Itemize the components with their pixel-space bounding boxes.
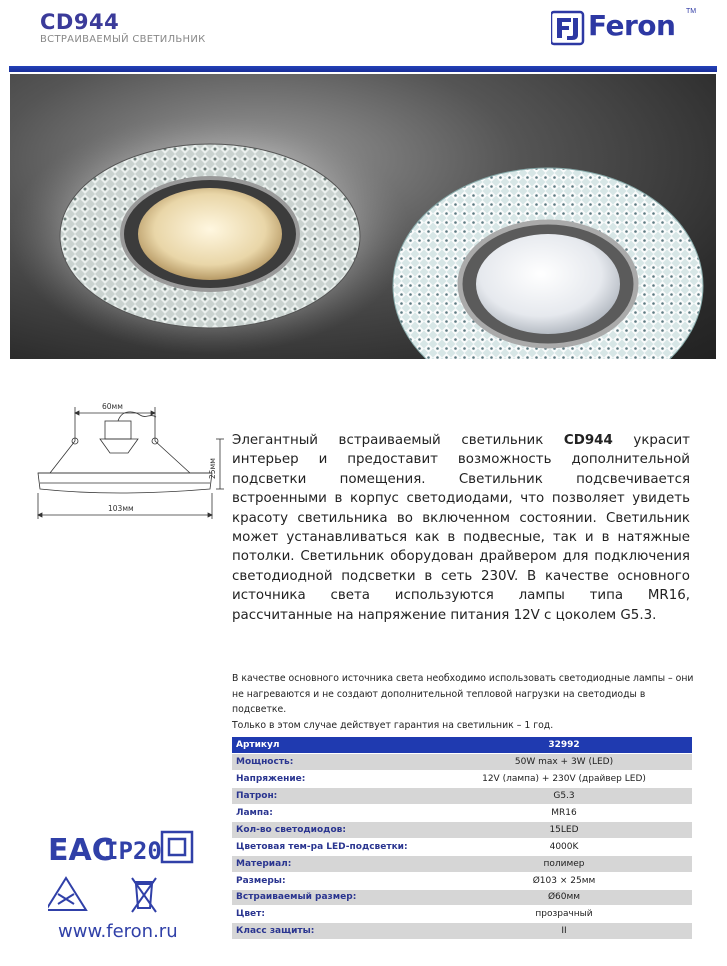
spec-row [232, 855, 692, 872]
dim-top-label: 60мм [102, 402, 123, 411]
product-description [232, 431, 690, 625]
dim-height-label: 25мм [208, 458, 217, 479]
description-model: CD944 [563, 433, 613, 448]
spec-row [232, 872, 692, 889]
spec-row [232, 923, 692, 940]
spec-value: 50W max + 3W (LED) [432, 754, 692, 771]
spec-label: Цвет: [232, 906, 432, 923]
spec-row [232, 737, 692, 754]
website-link[interactable]: www.feron.ru [58, 921, 178, 942]
product-photo-illustration [10, 74, 716, 359]
spec-value: 15LED [432, 821, 692, 838]
spec-label: Встраиваемый размер: [232, 889, 432, 906]
spec-value: Ø103 × 25мм [432, 872, 692, 889]
spec-value: прозрачный [432, 906, 692, 923]
trademark-mark: TM [686, 8, 697, 15]
spec-label: Напряжение: [232, 771, 432, 788]
spec-label: Размеры: [232, 872, 432, 889]
note-line-2: не нагреваются и не создают дополнительной тепловой нагрузки на светодиоды в подсветке. [232, 688, 646, 715]
brand-name: Feron [588, 9, 676, 42]
spec-row [232, 889, 692, 906]
dimension-drawing [30, 393, 230, 523]
spec-value: II [432, 923, 692, 940]
spec-row [232, 838, 692, 855]
mounting-surface-warning-icon [48, 878, 86, 910]
description-intro: Элегантный встраиваемый светильник [232, 433, 564, 448]
header-divider [9, 66, 717, 72]
spec-row [232, 821, 692, 838]
spec-value: 32992 [432, 737, 692, 754]
note-line-3: Только в этом случае действует гарантия на светильник – 1 год. [232, 719, 554, 731]
ip20-mark: IP20 [104, 837, 162, 865]
spec-row [232, 754, 692, 771]
spec-value: полимер [432, 855, 692, 872]
spec-label: Цветовая тем-ра LED-подсветки: [232, 838, 432, 855]
spec-table [232, 737, 692, 940]
spec-label: Кол-во светодиодов: [232, 821, 432, 838]
spec-value: Ø60мм [432, 889, 692, 906]
spec-label: Материал: [232, 855, 432, 872]
warranty-note [232, 671, 702, 733]
spec-label: Мощность: [232, 754, 432, 771]
spec-value: 4000K [432, 838, 692, 855]
certification-marks [48, 826, 208, 916]
spec-value: 12V (лампа) + 230V (драйвер LED) [432, 771, 692, 788]
spec-row [232, 805, 692, 822]
model-title: CD944 [40, 10, 120, 34]
description-body: украсит интерьер и предоставит возможность дополнительной подсветки помещения. Светильник подсвечивается встроенными в корпус светодиодами, что позволяет увидеть красоту светильника во включенном состоянии. Светильник может устанавливаться как в подвесные, так и в натяжные потолки. Светильник оборудован драйвером для подключения светодиодной подсветки в сеть 230V. В качестве основного источника света используются лампы типа MR16, рассчитанные на напряжение питания 12V с цоколем G5.3. [232, 433, 690, 623]
spec-label: Лампа: [232, 805, 432, 822]
no-trash-bin-icon [132, 878, 156, 912]
product-subtitle: ВСТРАИВАЕМЫЙ СВЕТИЛЬНИК [40, 34, 206, 45]
spec-row [232, 788, 692, 805]
spec-label: Патрон: [232, 788, 432, 805]
note-line-1: В качестве основного источника света необходимо использовать светодиодные лампы – они [232, 673, 694, 684]
double-insulation-icon [162, 832, 192, 862]
spec-label: Артикул [232, 737, 432, 754]
eac-mark-icon: EAC [48, 833, 114, 868]
spec-row [232, 906, 692, 923]
dim-bottom-label: 103мм [108, 504, 134, 513]
spec-value: MR16 [432, 805, 692, 822]
spec-label: Класс защиты: [232, 923, 432, 940]
spec-value: G5.3 [432, 788, 692, 805]
spec-row [232, 771, 692, 788]
product-photo [10, 74, 716, 359]
